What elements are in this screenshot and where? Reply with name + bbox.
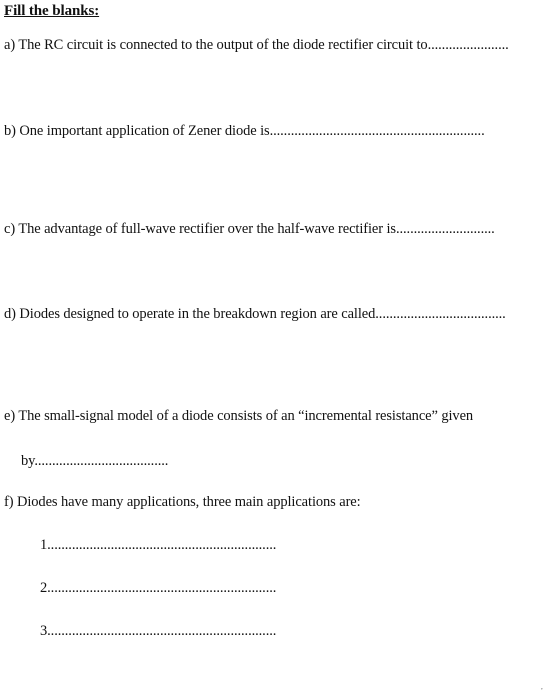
page-title: Fill the blanks: bbox=[4, 3, 100, 19]
question-c: c) The advantage of full-wave rectifier over the half-wave rectifier is............................ bbox=[4, 221, 495, 237]
question-d: d) Diodes designed to operate in the breakdown region are called..................................... bbox=[4, 306, 506, 322]
answer-item-2: 2................................................................. bbox=[40, 580, 277, 596]
question-e-line1: e) The small-signal model of a diode consists of an “incremental resistance” given bbox=[4, 408, 474, 424]
question-b: b) One important application of Zener diode is............................................................. bbox=[4, 123, 485, 139]
answer-item-3: 3................................................................. bbox=[40, 623, 277, 639]
answer-item-1: 1................................................................. bbox=[40, 537, 277, 553]
corner-mark: , bbox=[541, 683, 543, 691]
question-e-line2: by...................................... bbox=[21, 453, 169, 469]
question-f: f) Diodes have many applications, three main applications are: bbox=[4, 494, 361, 510]
question-a: a) The RC circuit is connected to the output of the diode rectifier circuit to....................... bbox=[4, 37, 509, 53]
